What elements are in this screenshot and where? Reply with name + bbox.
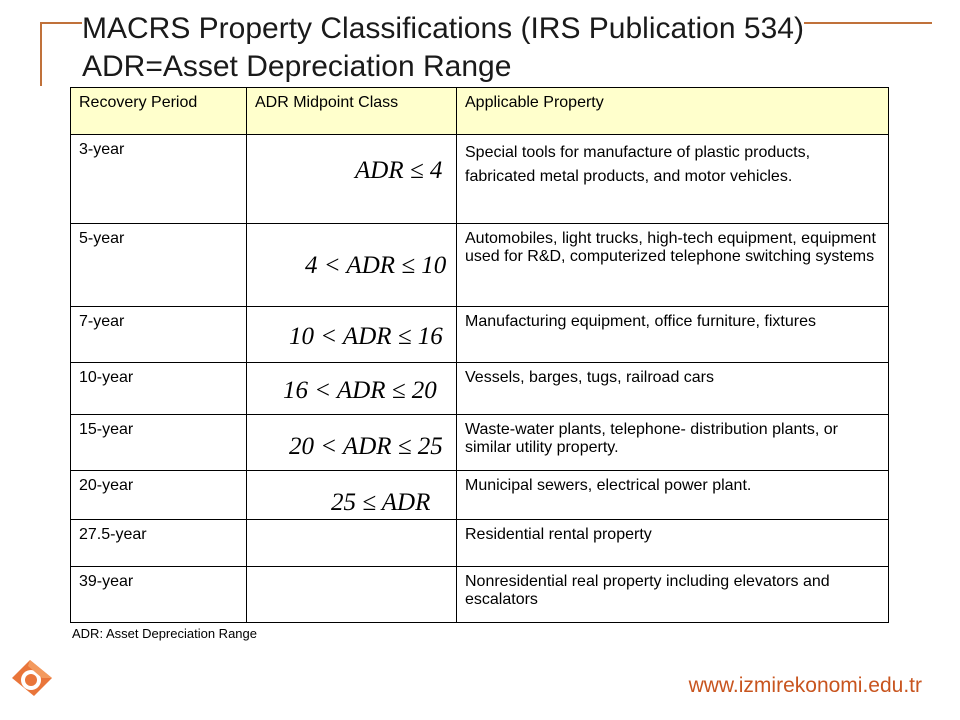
cell-adr	[247, 224, 457, 307]
cell-property: Vessels, barges, tugs, railroad cars	[457, 363, 889, 415]
university-logo-icon	[4, 650, 60, 706]
website-url[interactable]: www.izmirekonomi.edu.tr	[688, 674, 922, 697]
table-row	[71, 135, 889, 224]
cell-adr	[247, 363, 457, 415]
cell-period: 27.5-year	[71, 520, 247, 567]
cell-property: Waste-water plants, telephone- distribution plants, or similar utility property.	[457, 415, 889, 471]
cell-adr	[247, 520, 457, 567]
table-row	[71, 224, 889, 307]
table-row	[71, 471, 889, 520]
cell-property: Automobiles, light trucks, high-tech equipment, equipment used for R&D, computerized telephone switching systems	[457, 224, 889, 307]
adr-formula: 16 < ADR ≤ 20	[283, 377, 437, 404]
slide-title: MACRS Property Classifications (IRS Publication 534) ADR=Asset Depreciation Range	[82, 12, 804, 83]
macrs-table	[70, 87, 889, 623]
cell-period: 5-year	[71, 224, 247, 307]
header-adr-midpoint-class: ADR Midpoint Class	[247, 88, 457, 135]
header-applicable-property: Applicable Property	[457, 88, 889, 135]
cell-period: 3-year	[71, 135, 247, 224]
cell-property: Residential rental property	[457, 520, 889, 567]
cell-period: 20-year	[71, 471, 247, 520]
cell-period: 15-year	[71, 415, 247, 471]
cell-property: Special tools for manufacture of plastic products, fabricated metal products, and motor vehicles.	[457, 135, 889, 224]
cell-property: Manufacturing equipment, office furniture, fixtures	[457, 307, 889, 363]
cell-period: 10-year	[71, 363, 247, 415]
cell-adr	[247, 307, 457, 363]
header-recovery-period: Recovery Period	[71, 88, 247, 135]
adr-formula: 20 < ADR ≤ 25	[289, 433, 443, 460]
cell-adr	[247, 471, 457, 520]
cell-period: 39-year	[71, 567, 247, 623]
table-row	[71, 567, 889, 623]
cell-property: Municipal sewers, electrical power plant.	[457, 471, 889, 520]
cell-property: Nonresidential real property including elevators and escalators	[457, 567, 889, 623]
adr-formula: 10 < ADR ≤ 16	[289, 323, 443, 350]
cell-adr	[247, 415, 457, 471]
table-row	[71, 520, 889, 567]
adr-formula: 4 < ADR ≤ 10	[305, 252, 447, 279]
table-header-row	[71, 88, 889, 135]
adr-formula: ADR ≤ 4	[355, 157, 443, 184]
adr-formula: 25 ≤ ADR	[331, 489, 431, 516]
table-row	[71, 415, 889, 471]
cell-period: 7-year	[71, 307, 247, 363]
cell-adr	[247, 135, 457, 224]
table-row	[71, 363, 889, 415]
cell-adr	[247, 567, 457, 623]
table-row	[71, 307, 889, 363]
frame-left-rule	[40, 22, 42, 86]
footnote: ADR: Asset Depreciation Range	[72, 626, 257, 641]
